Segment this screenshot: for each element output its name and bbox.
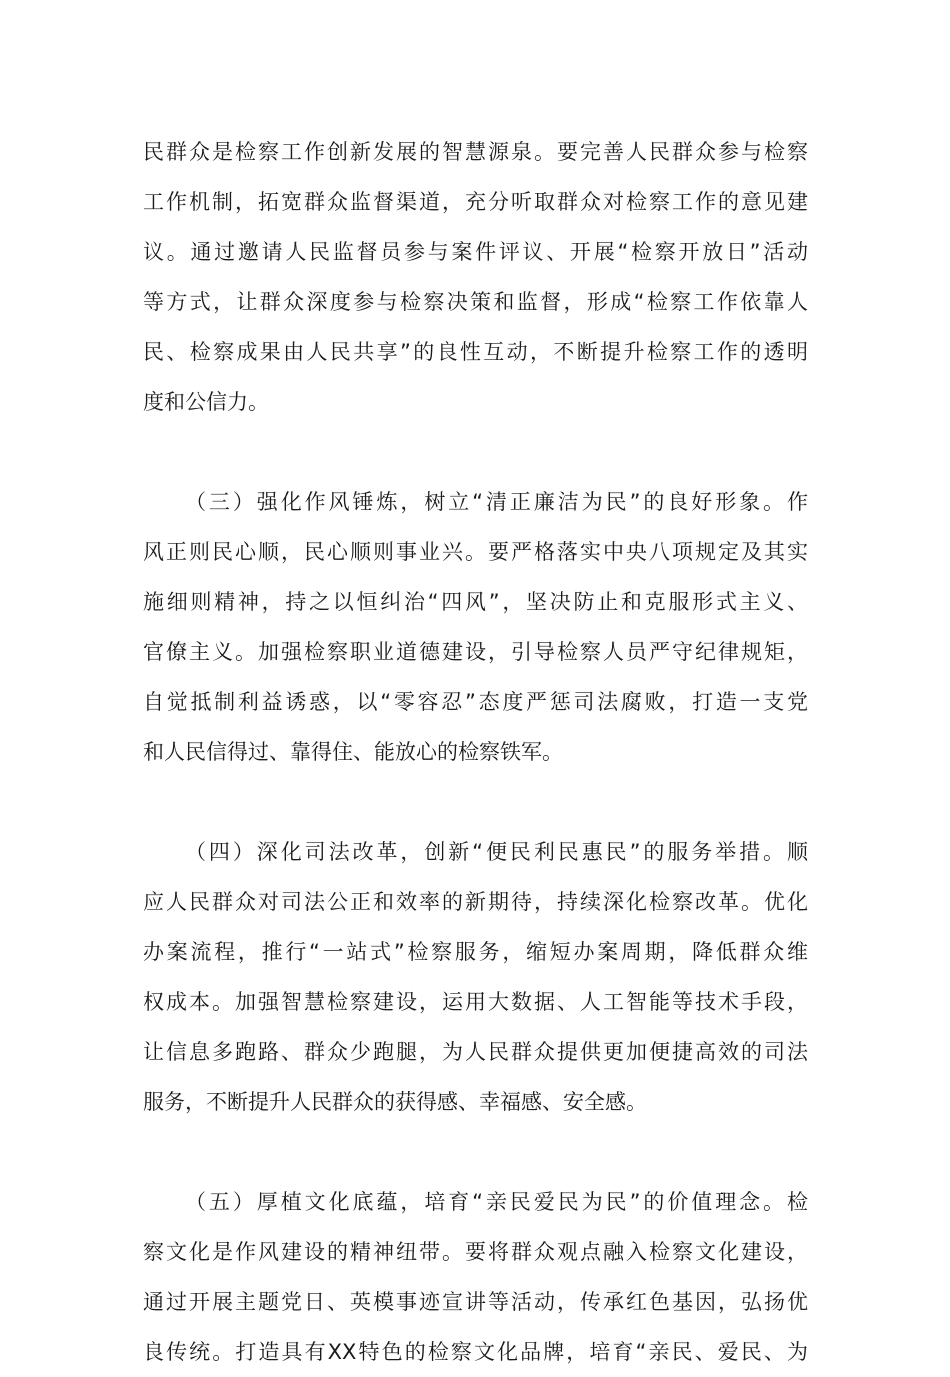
text-line: 让信息多跑路、群众少跑腿，为人民群众提供更加便捷高效的司法 [143, 1040, 808, 1064]
paragraph-gap [143, 1127, 808, 1177]
text-line: 官僚主义。加强检察职业道德建设，引导检察人员严守纪律规矩， [143, 640, 808, 664]
text-line: 服务，不断提升人民群众的获得感、幸福感、安全感。 [143, 1090, 647, 1114]
text-line: 等方式，让群众深度参与检察决策和监督，形成“检察工作依靠人 [143, 290, 808, 314]
text-line: 察文化是作风建设的精神纽带。要将群众观点融入检察文化建设， [143, 1240, 808, 1264]
text-line: 权成本。加强智慧检察建设，运用大数据、人工智能等技术手段， [143, 990, 808, 1014]
section-heading-three: （三）强化作风锤炼，树立“清正廉洁为民”的良好形象。作 [185, 490, 808, 514]
text-line: 应人民群众对司法公正和效率的新期待，持续深化检察改革。优化 [143, 890, 808, 914]
text-line: 办案流程，推行“一站式”检察服务，缩短办案周期，降低群众维 [143, 940, 808, 964]
text-line: 工作机制，拓宽群众监督渠道，充分听取群众对检察工作的意见建 [143, 190, 808, 214]
section-heading-five: （五）厚植文化底蕴，培育“亲民爱民为民”的价值理念。检 [185, 1190, 808, 1214]
text-line: 民群众是检察工作创新发展的智慧源泉。要完善人民群众参与检察 [143, 140, 808, 164]
section-heading-four: （四）深化司法改革，创新“便民利民惠民”的服务举措。顺 [185, 840, 808, 864]
text-line: 通过开展主题党日、英模事迹宣讲等活动，传承红色基因，弘扬优 [143, 1290, 808, 1314]
text-line: 良传统。打造具有XX特色的检察文化品牌，培育“亲民、爱民、为 [143, 1340, 808, 1364]
text-line: 民、检察成果由人民共享”的良性互动，不断提升检察工作的透明 [143, 340, 808, 364]
body-text [143, 127, 808, 1377]
text-line: 自觉抵制利益诱惑，以“零容忍”态度严惩司法腐败，打造一支党 [143, 690, 808, 714]
text-line: 度和公信力。 [143, 390, 269, 414]
paragraph-gap [143, 777, 808, 827]
text-line: 风正则民心顺，民心顺则事业兴。要严格落实中央八项规定及其实 [143, 540, 808, 564]
text-line: 和人民信得过、靠得住、能放心的检察铁军。 [143, 740, 563, 764]
paragraph-gap [143, 427, 808, 477]
text-line: 议。通过邀请人民监督员参与案件评议、开展“检察开放日”活动 [143, 240, 808, 264]
text-line: 施细则精神，持之以恒纠治“四风”，坚决防止和克服形式主义、 [143, 590, 808, 614]
